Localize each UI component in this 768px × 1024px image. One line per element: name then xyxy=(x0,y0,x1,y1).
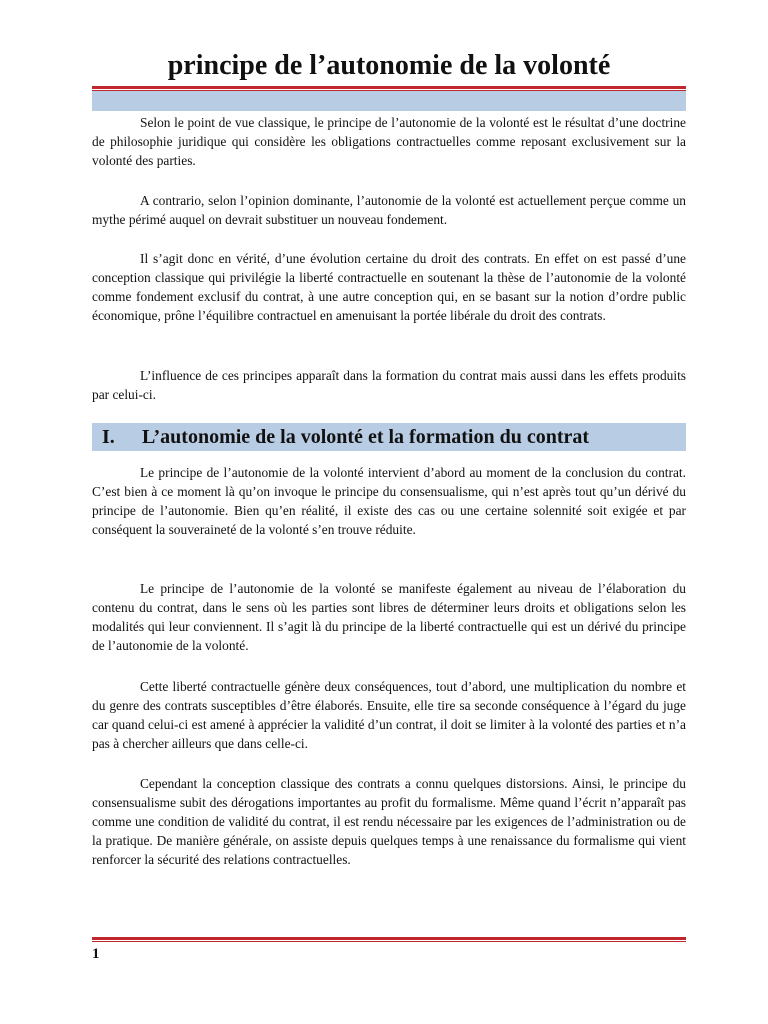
section-paragraph-2: Le principe de l’autonomie de la volonté se manifeste également au niveau de l’élaboration du contenu du contrat, dans le sens où les parties sont libres de déterminer leurs droits et obligations selon les modalités qui leur conviennent. Il s’agit là du principe de la liberté contractuelle qui est un dérivé du principe de l’autonomie de la volonté. xyxy=(92,581,686,653)
section-paragraph-1: Le principe de l’autonomie de la volonté intervient d’abord au moment de la conclusion du contrat. C’est bien à ce moment là qu’on invoque le principe du consensualisme, qui n’est après tout qu’un dérivé du principe de l’autonomie. Bien qu’en réalité, il existe des cas ou une certaine solennité soit exigée et par conséquent la souveraineté de la volonté s’en trouve réduite. xyxy=(92,465,686,537)
footer-rule xyxy=(92,937,686,940)
title-band xyxy=(92,91,686,111)
page-number: 1 xyxy=(92,946,100,962)
footer-rule-thin xyxy=(92,941,686,942)
section-heading xyxy=(92,423,686,451)
section-number: I. xyxy=(102,425,115,448)
intro-paragraph-3: Il s’agit donc en vérité, d’une évolution certaine du droit des contrats. En effet on est passé d’une conception classique qui privilégie la liberté contractuelle en soutenant la thèse de l’autonomie de la volonté comme fondement exclusif du contrat, à une autre conception qui, en se basant sur la notion d’ordre public économique, prône l’équilibre contractuel en amenuisant la portée libérale du droit des contrats. xyxy=(92,251,686,323)
intro-paragraph-1: Selon le point de vue classique, le principe de l’autonomie de la volonté est le résultat d’une doctrine de philosophie juridique qui considère les obligations contractuelles comme reposant exclusivement sur la volonté des parties. xyxy=(92,115,686,168)
section-paragraph-3: Cette liberté contractuelle génère deux conséquences, tout d’abord, une multiplication du nombre et du genre des contrats susceptibles d’être élaborés. Ensuite, elle tire sa seconde conséquence à l’égard du juge car quand celui-ci est amené à apprécier la validité d’un contrat, il doit se limiter à la volonté des parties et n’a pas à chercher ailleurs que dans celle-ci. xyxy=(92,679,686,751)
section-title: L’autonomie de la volonté et la formation du contrat xyxy=(142,425,590,448)
title-rule xyxy=(92,86,686,89)
intro-paragraph-4: L’influence de ces principes apparaît dans la formation du contrat mais aussi dans les effets produits par celui-ci. xyxy=(92,368,686,402)
section-paragraph-4: Cependant la conception classique des contrats a connu quelques distorsions. Ainsi, le principe du consensualisme subit des dérogations importantes au profit du formalisme. Même quand l’écrit n’apparaît pas comme une condition de validité du contrat, il est rendu nécessaire par les exigences de l’administration ou de la pratique. De manière générale, on assiste depuis quelques temps à une renaissance du formalisme qui vient renforcer la sécurité des relations contractuelles. xyxy=(92,776,686,867)
document-title: principe de l’autonomie de la volonté xyxy=(167,50,611,81)
intro-paragraph-2: A contrario, selon l’opinion dominante, l’autonomie de la volonté est actuellement perçue comme un mythe périmé auquel on devrait substituer un nouveau fondement. xyxy=(92,193,686,227)
